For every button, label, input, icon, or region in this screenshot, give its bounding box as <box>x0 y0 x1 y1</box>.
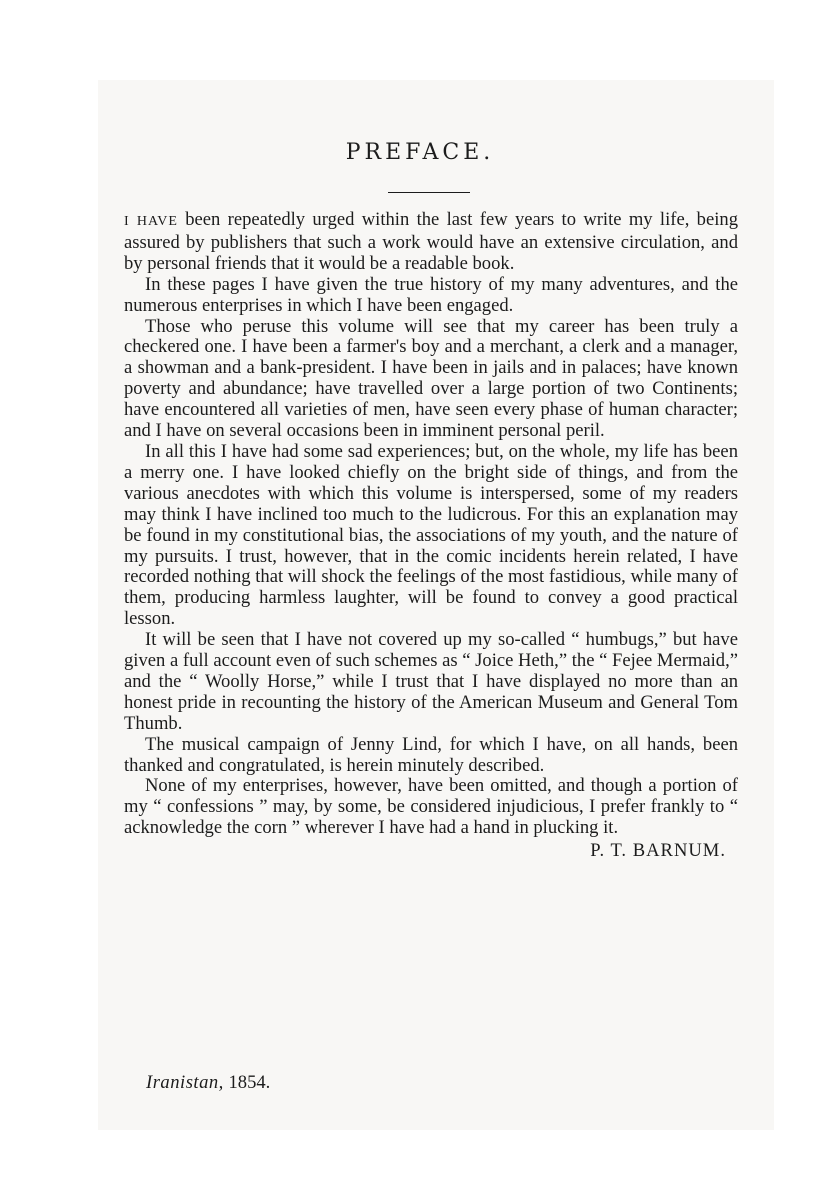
intro-lead-smallcaps: I HAVE <box>124 214 178 229</box>
paragraph-humbugs: It will be seen that I have not covered up my so-called “ humbugs,” but have given a full account even of such schemes as “ Joice Heth,” the “ Fejee Mermaid,” and the “ Woolly Horse,” while I trust that I have displayed no more than an honest pride in recounting the history of the American Museum and General Tom Thumb. <box>124 629 738 734</box>
title-divider <box>388 192 470 193</box>
intro-rest: been repeatedly urged within the last few years to write my life, being assured by publishers that such a work would have an extensive circulation, and by personal friends that it would be a readable book. <box>124 209 738 274</box>
paragraph-experiences: In all this I have had some sad experiences; but, on the whole, my life has been a merry one. I have looked chiefly on the bright side of things, and from the various anecdotes with which this volume is interspersed, some of my readers may think I have inclined too much to the ludicrous. For this an explanation may be found in my constitutional bias, the associations of my youth, and the nature of my pursuits. I trust, however, that in the comic incidents herein related, I have recorded nothing that will shock the feelings of the most fastidious, while many of them, producing harmless laughter, will be found to convey a good practical lesson. <box>124 440 738 630</box>
paragraph-career: Those who peruse this volume will see that my career has been truly a checkered one. I have been a farmer's boy and a merchant, a clerk and a manager, a showman and a bank-president. I have been in jails and in palaces; have known poverty and abundance; have travelled over a large portion of two Continents; have encountered all varieties of men, have seen every phase of human character; and I have on several occasions been in imminent personal peril. <box>124 315 738 442</box>
paragraph-confessions: None of my enterprises, however, have been omitted, and though a portion of my “ confessions ” may, by some, be considered injudicious, I prefer frankly to “ acknowledge the corn ” wherever I have had a hand in plucking it. <box>124 775 738 839</box>
place-name: Iranistan, <box>146 1072 224 1093</box>
preface-body <box>124 210 738 862</box>
paragraph-jenny-lind: The musical campaign of Jenny Lind, for which I have, on all hands, been thanked and congratulated, is herein minutely described. <box>124 733 738 776</box>
intro-paragraph <box>124 210 738 275</box>
author-signature: P. T. BARNUM. <box>590 840 726 862</box>
place-date <box>146 1072 270 1094</box>
paragraph-adventures: In these pages I have given the true history of my many adventures, and the numerous enterprises in which I have been engaged. <box>124 273 738 316</box>
page-title: PREFACE. <box>345 140 495 165</box>
year: 1854. <box>223 1072 271 1093</box>
